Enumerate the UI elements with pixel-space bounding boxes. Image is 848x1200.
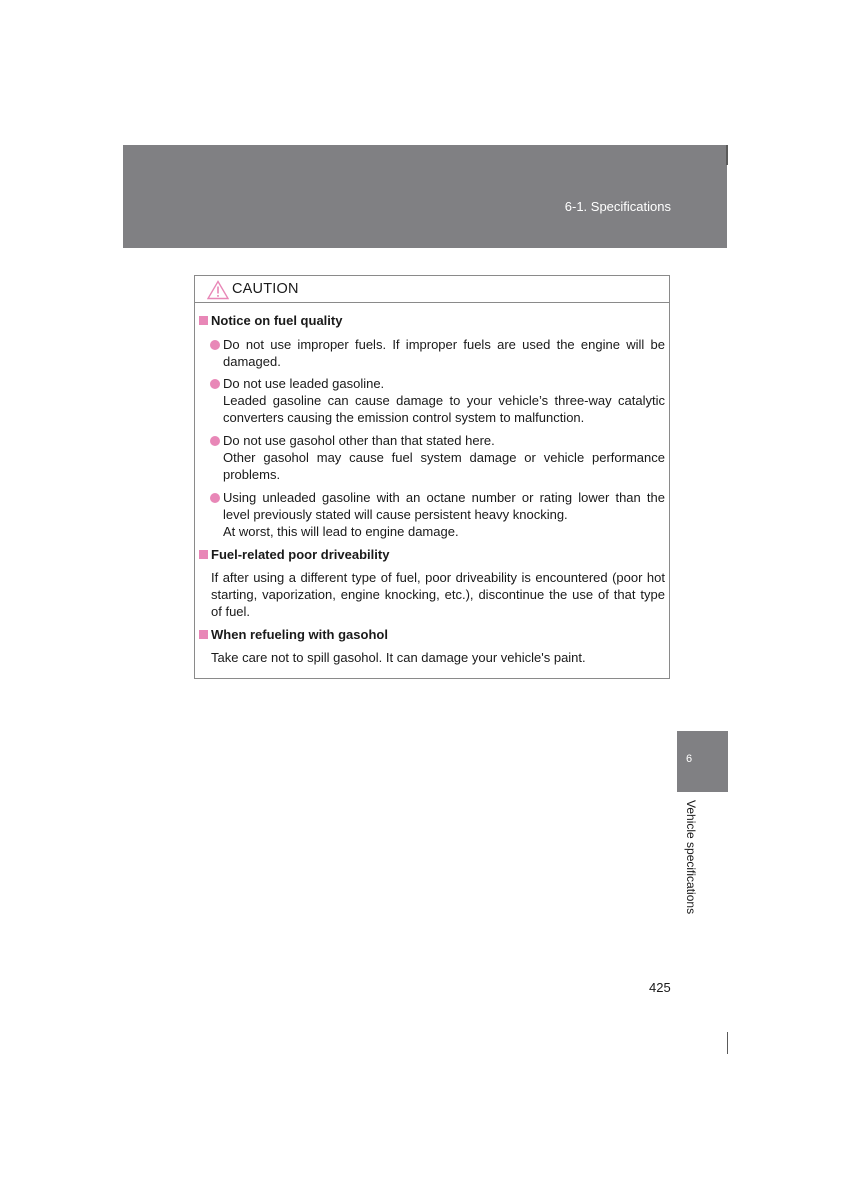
paragraph-refueling-gasohol: Take care not to spill gasohol. It can damage your vehicle's paint. bbox=[211, 650, 586, 665]
round-bullet-icon bbox=[210, 436, 220, 446]
caution-header bbox=[195, 276, 669, 303]
square-bullet-icon bbox=[199, 550, 208, 559]
section-title: 6-1. Specifications bbox=[564, 199, 671, 214]
round-bullet-icon bbox=[210, 379, 220, 389]
round-bullet-icon bbox=[210, 493, 220, 503]
bullet-octane: Using unleaded gasoline with an octane number or rating lower than the level previously stated will cause persistent heavy knocking. At worst, this will lead to engine damage. bbox=[210, 489, 665, 541]
chapter-number: 6 bbox=[686, 753, 693, 765]
header-tick-mark bbox=[726, 145, 728, 165]
chapter-tab bbox=[677, 731, 728, 792]
caution-title: CAUTION bbox=[232, 281, 299, 297]
header-band bbox=[123, 145, 727, 248]
page-number: 425 bbox=[649, 980, 671, 995]
warning-triangle-icon bbox=[207, 280, 229, 300]
heading-fuel-quality: Notice on fuel quality bbox=[199, 313, 342, 328]
bullet-improper-fuels: Do not use improper fuels. If improper fuels are used the engine will be damaged. bbox=[210, 336, 665, 370]
heading-refueling-gasohol: When refueling with gasohol bbox=[199, 627, 388, 642]
square-bullet-icon bbox=[199, 630, 208, 639]
paragraph-poor-driveability: If after using a different type of fuel, poor driveability is encountered (poor hot starting, vaporization, engine knocking, etc.), discontinue the use of that type of fuel. bbox=[211, 570, 665, 620]
bullet-leaded-gasoline: Do not use leaded gasoline. Leaded gasoline can cause damage to your vehicle’s three-way catalytic converters causing the emission control system to malfunction. bbox=[210, 375, 665, 427]
bottom-tick-mark bbox=[727, 1032, 728, 1054]
square-bullet-icon bbox=[199, 316, 208, 325]
caution-box bbox=[194, 275, 670, 679]
round-bullet-icon bbox=[210, 340, 220, 350]
heading-poor-driveability: Fuel-related poor driveability bbox=[199, 547, 389, 562]
chapter-label: Vehicle specifications bbox=[684, 800, 698, 915]
bullet-gasohol: Do not use gasohol other than that stated here. Other gasohol may cause fuel system damage or vehicle performance problems. bbox=[210, 432, 665, 484]
